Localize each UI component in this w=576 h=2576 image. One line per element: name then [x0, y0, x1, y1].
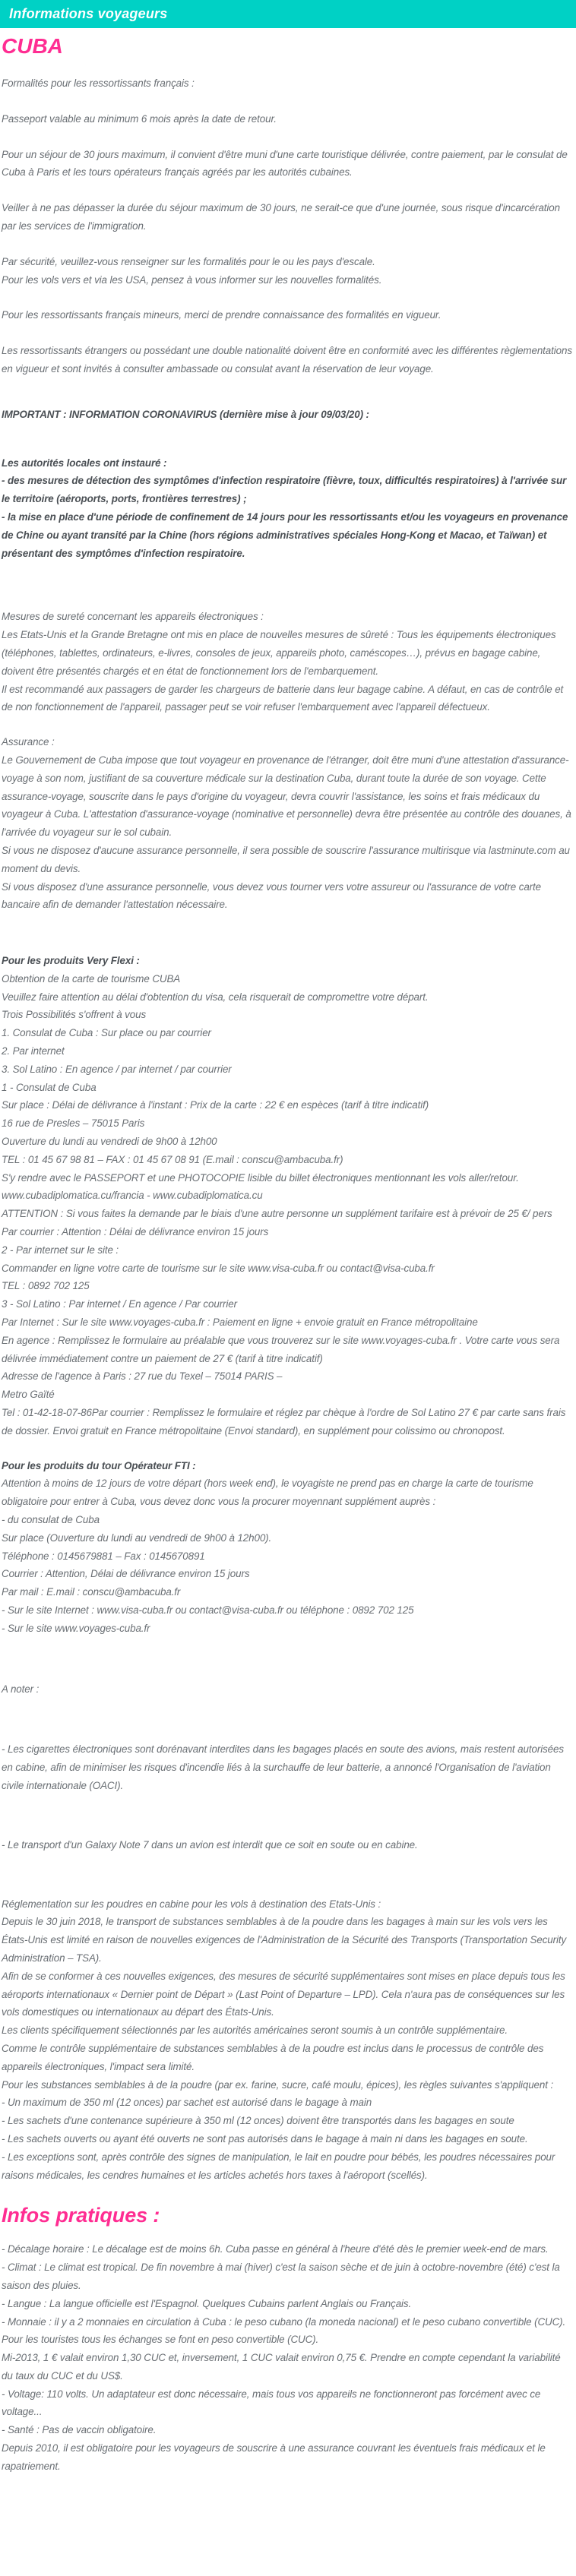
text-line: 3. Sol Latino : En agence / par internet / par courrier [2, 1063, 232, 1075]
text-line: Afin de se conformer à ces nouvelles exigences, des mesures de sécurité supplémentaires sont mises en place depuis tous les aéroports internationaux « Dernier point de Départ » (Last Point of Departure – LPD). Cela n'aura pas de conséquences sur les vols domestiques ou internationaux au départ des États-Unis. [2, 1970, 565, 2018]
text-line: Attention à moins de 12 jours de votre départ (hors week end), le voyagiste ne prend pas en charge la carte de tourisme obligatoire pour entrer à Cuba, vous devez donc vous la procurer moyennant supplément auprès : [2, 1478, 533, 1508]
text-line: Passeport valable au minimum 6 mois après la date de retour. [2, 112, 277, 125]
paragraph-escale-usa [2, 253, 574, 289]
text-line: Pour les produits Very Flexi : [2, 955, 140, 967]
info-header-bar [0, 0, 576, 28]
paragraph-poudres [2, 1895, 574, 2185]
heading-infos-pratiques [2, 2204, 574, 2227]
paragraph-formalites [2, 74, 574, 93]
text-line: Veiller à ne pas dépasser la durée du séjour maximum de 30 jours, ne serait-ce que d'une journée, sous risque d'incarcération par les services de l'immigration. [2, 202, 560, 232]
text-line: Sur place (Ouverture du lundi au vendredi de 9h00 à 12h00). [2, 1531, 272, 1544]
paragraph-assurance [2, 733, 574, 914]
text-line: Depuis le 30 juin 2018, le transport de substances semblables à de la poudre dans les bagages à main sur les vols vers les États-Unis est limité en raison de nouvelles exigences de l'Administration de la Sécurité des Transports (Transportation Security Administration – TSA). [2, 1916, 567, 1964]
text-line: - Les sachets d'une contenance supérieure à 350 ml (12 onces) doivent être transportés dans les bagages en soute [2, 2115, 514, 2127]
paragraph-mineurs [2, 306, 574, 324]
text-line: Infos pratiques : [2, 2204, 160, 2227]
text-line: - Monnaie : il y a 2 monnaies en circulation à Cuba : le peso cubano (la moneda nacional) et le peso cubano convertible (CUC). [2, 2315, 566, 2328]
paragraph-cigarettes [2, 1740, 574, 1794]
heading-coronavirus [2, 406, 574, 424]
text-line: - la mise en place d'une période de confinement de 14 jours pour les ressortissants et/ou les voyageurs en provenance de Chine ou ayant transité par la Chine (hors régions administratives spéciales Hong-Kong et Macao, et Taïwan) et présentant des symptômes d'infection respiratoire. [2, 510, 568, 559]
text-line: Les clients spécifiquement sélectionnés par les autorités américaines seront soumis à un contrôle supplémentaire. [2, 2024, 508, 2037]
text-line: Si vous ne disposez d'aucune assurance personnelle, il sera possible de souscrire l'assurance multirisque via lastminute.com au moment du devis. [2, 844, 570, 874]
text-line: - Sur le site www.voyages-cuba.fr [2, 1622, 150, 1634]
text-line: Les autorités locales ont instauré : [2, 457, 167, 469]
text-line: ATTENTION : Si vous faites la demande par le biais d'une autre personne un supplément tarifaire est à prévoir de 25 €/ pers [2, 1208, 552, 1220]
text-line: Pour les touristes tous les échanges se font en peso convertible (CUC). [2, 2334, 319, 2346]
text-line: Si vous disposez d'une assurance personnelle, vous devez vous tourner vers votre assureur ou l'assurance de votre carte bancaire afin de demander l'attestation nécessaire. [2, 880, 542, 911]
text-line: Par sécurité, veuillez-vous renseigner sur les formalités pour le ou les pays d'escale. [2, 255, 375, 267]
paragraph-duree-maximum [2, 199, 574, 235]
text-line: Pour les produits du tour Opérateur FTI : [2, 1459, 196, 1471]
text-line: En agence : Remplissez le formulaire au préalable que vous trouverez sur le site www.voyages-cuba.fr . Votre carte vous sera délivrée immédiatement contre un paiement de 27 € (tarif à titre indicatif) [2, 1334, 560, 1364]
text-line: Assurance : [2, 736, 55, 748]
text-line: 1 - Consulat de Cuba [2, 1081, 97, 1093]
paragraph-sejour-30-jours [2, 146, 574, 182]
paragraph-etrangers [2, 342, 574, 378]
text-line: 2. Par internet [2, 1045, 65, 1057]
text-line: Les ressortissants étrangers ou possédant une double nationalité doivent être en conformité avec les différentes règlementations en vigueur et sont invités à consulter ambassade ou consulat avant la réservation de leur voyage. [2, 345, 572, 375]
text-line: Veuillez faire attention au délai d'obtention du visa, cela risquerait de compromettre votre départ. [2, 991, 429, 1003]
text-line: Les Etats-Unis et la Grande Bretagne ont mis en place de nouvelles mesures de sûreté : Tous les équipements électroniques (téléphones, tablettes, ordinateurs, e-livres, consoles de jeux, appareils photo, caméscopes…), prévus en bagage cabine, doivent être présentés chargés et en état de fonctionnement lors de l'embarquement. [2, 629, 556, 677]
text-line: - Sur le site Internet : www.visa-cuba.fr ou contact@visa-cuba.fr ou téléphone : 0892 702 125 [2, 1604, 414, 1616]
text-line: - Santé : Pas de vaccin obligatoire. [2, 2424, 157, 2436]
text-line: Obtention de la carte de tourisme CUBA [2, 972, 181, 985]
text-line: 16 rue de Presles – 75015 Paris [2, 1117, 145, 1130]
country-title: CUBA [2, 34, 63, 58]
text-line: Réglementation sur les poudres en cabine pour les vols à destination des Etats-Unis : [2, 1898, 381, 1910]
paragraph-very-flexi [2, 970, 574, 1440]
text-line: - Le transport d'un Galaxy Note 7 dans un avion est interdit que ce soit en soute ou en cabine. [2, 1838, 418, 1851]
paragraph-coronavirus-mesures [2, 454, 574, 563]
text-line: 2 - Par internet sur le site : [2, 1244, 119, 1256]
text-line: Pour les substances semblables à de la poudre (par ex. farine, sucre, café moulu, épices), les règles suivantes s'appliquent : [2, 2078, 554, 2091]
text-line: S'y rendre avec le PASSEPORT et une PHOTOCOPIE lisible du billet électroniques mentionnant les vols aller/retour. [2, 1171, 519, 1184]
paragraph-a-noter [2, 1680, 574, 1699]
text-line: Mesures de sureté concernant les appareils électroniques : [2, 611, 264, 623]
text-line: - Climat : Le climat est tropical. De fin novembre à mai (hiver) c'est la saison sèche et de juin à octobre-novembre (été) c'est la saison des pluies. [2, 2262, 560, 2291]
text-line: Pour les vols vers et via les USA, pensez à vous informer sur les nouvelles formalités. [2, 273, 382, 286]
text-line: www.cubadiplomatica.cu/francia - www.cubadiplomatica.cu [2, 1190, 263, 1202]
paragraph-passeport [2, 110, 574, 128]
heading-fti [2, 1457, 574, 1475]
text-line: TEL : 0892 702 125 [2, 1280, 90, 1292]
text-line: - Langue : La langue officielle est l'Espagnol. Quelques Cubains parlent Anglais ou Français. [2, 2297, 412, 2309]
text-line: - Les exceptions sont, après contrôle des signes de manipulation, le lait en poudre pour bébés, les poudres nécessaires pour raisons médicales, les cendres humaines et les articles achetés hors taxes à l'aéroport (scellés). [2, 2151, 555, 2181]
text-line: A noter : [2, 1683, 40, 1695]
text-line: Par mail : E.mail : conscu@ambacuba.fr [2, 1586, 181, 1598]
text-line: IMPORTANT : INFORMATION CORONAVIRUS (dernière mise à jour 09/03/20) : [2, 408, 369, 420]
text-line: Depuis 2010, il est obligatoire pour les voyageurs de souscrire à une assurance couvrant les éventuels frais médicaux et le rapatriement. [2, 2442, 546, 2472]
text-line: Mi-2013, 1 € valait environ 1,30 CUC et, inversement, 1 CUC valait environ 0,75 €. Prendre en compte cependant la variabilité du taux du CUC et du US$. [2, 2352, 561, 2382]
text-line: Adresse de l'agence à Paris : 27 rue du Texel – 75014 PARIS – [2, 1370, 283, 1383]
paragraph-appareils-electroniques [2, 608, 574, 716]
text-line: Pour les ressortissants français mineurs, merci de prendre connaissance des formalités en vigueur. [2, 309, 441, 321]
page-title: Informations voyageurs [9, 6, 168, 21]
paragraph-infos-pratiques [2, 2240, 574, 2475]
text-line: Pour un séjour de 30 jours maximum, il convient d'être muni d'une carte touristique délivrée, contre paiement, par le consulat de Cuba à Paris et les tours opérateurs français agréés par les autorités cubaines. [2, 148, 568, 179]
text-line: - des mesures de détection des symptômes d'infection respiratoire (fièvre, toux, difficultés respiratoires) à l'arrivée sur le territoire (aéroports, ports, frontières terrestres) ; [2, 475, 567, 505]
text-line: TEL : 01 45 67 98 81 – FAX : 01 45 67 08 91 (E.mail : conscu@ambacuba.fr) [2, 1153, 343, 1165]
text-line: Ouverture du lundi au vendredi de 9h00 à 12h00 [2, 1136, 217, 1148]
text-line: - Les cigarettes électroniques sont dorénavant interdites dans les bagages placés en soute des avions, mais restent autorisées en cabine, afin de minimiser les risques d'incendie liés à la surchauffe de leur batterie, a annoncé l'Organisation de l'aviation civile internationale (OACI). [2, 1743, 564, 1791]
paragraph-fti [2, 1474, 574, 1637]
text-line: Commander en ligne votre carte de tourisme sur le site www.visa-cuba.fr ou contact@visa-cuba.fr [2, 1262, 435, 1274]
text-line: Courrier : Attention, Délai de délivrance environ 15 jours [2, 1568, 250, 1580]
text-line: 3 - Sol Latino : Par internet / En agence / Par courrier [2, 1298, 237, 1310]
text-line: Formalités pour les ressortissants français : [2, 77, 195, 89]
text-line: Trois Possibilités s'offrent à vous [2, 1009, 147, 1021]
text-line: Il est recommandé aux passagers de garder les chargeurs de batterie dans leur bagage cabine. A défaut, en cas de contrôle et de non fonctionnement de l'appareil, passager peut se voir refuser l'embarquement avec l'appareil défectueux. [2, 683, 564, 713]
paragraph-galaxy-note [2, 1836, 574, 1854]
text-line: Le Gouvernement de Cuba impose que tout voyageur en provenance de l'étranger, doit être muni d'une attestation d'assurance-voyage à son nom, justifiant de sa couverture médicale sur la destination Cuba, durant toute la durée de son voyage. Cette assurance-voyage, souscrite dans le pays d'origine du voyageur, devra couvrir l'assistance, les soins et frais médicaux du voyageur à Cuba. L'attestation d'assurance-voyage (nominative et personnelle) devra être présentée au contrôle des douanes, à l'arrivée du voyageur sur le sol cubain. [2, 754, 571, 839]
text-line: Par Internet : Sur le site www.voyages-cuba.fr : Paiement en ligne + envoie gratuit en France métropolitaine [2, 1316, 478, 1329]
text-line: - Un maximum de 350 ml (12 onces) par sachet est autorisé dans le bagage à main [2, 2097, 372, 2109]
document-body [0, 35, 576, 2486]
text-line: Tel : 01-42-18-07-86Par courrier : Remplissez le formulaire et réglez par chèque à l'ordre de Sol Latino 27 € par carte sans frais de dossier. Envoi gratuit en France métropolitaine (Envoi standard), en supplément pour colissimo ou chronopost. [2, 1407, 566, 1437]
heading-very-flexi [2, 952, 574, 970]
text-line: Par courrier : Attention : Délai de délivrance environ 15 jours [2, 1226, 269, 1238]
text-line: - Décalage horaire : Le décalage est de moins 6h. Cuba passe en général à l'heure d'été dès le premier week-end de mars. [2, 2243, 549, 2255]
text-line: - Voltage: 110 volts. Un adaptateur est donc nécessaire, mais tous vos appareils ne fonctionneront pas forcément avec ce voltage... [2, 2388, 541, 2418]
text-line: 1. Consulat de Cuba : Sur place ou par courrier [2, 1027, 211, 1039]
paragraph-list [2, 74, 574, 2476]
text-line: - du consulat de Cuba [2, 1514, 100, 1525]
text-line: Téléphone : 0145679881 – Fax : 0145670891 [2, 1550, 205, 1562]
text-line: Sur place : Délai de délivrance à l'instant : Prix de la carte : 22 € en espèces (tarif à titre indicatif) [2, 1099, 429, 1111]
text-line: - Les sachets ouverts ou ayant été ouverts ne sont pas autorisés dans le bagage à main ni dans les bagages en soute. [2, 2132, 528, 2145]
text-line: Comme le contrôle supplémentaire de substances semblables à de la poudre est inclus dans le processus de contrôle des appareils électroniques, l'impact sera limité. [2, 2042, 544, 2072]
text-line: Metro Gaïté [2, 1389, 55, 1401]
